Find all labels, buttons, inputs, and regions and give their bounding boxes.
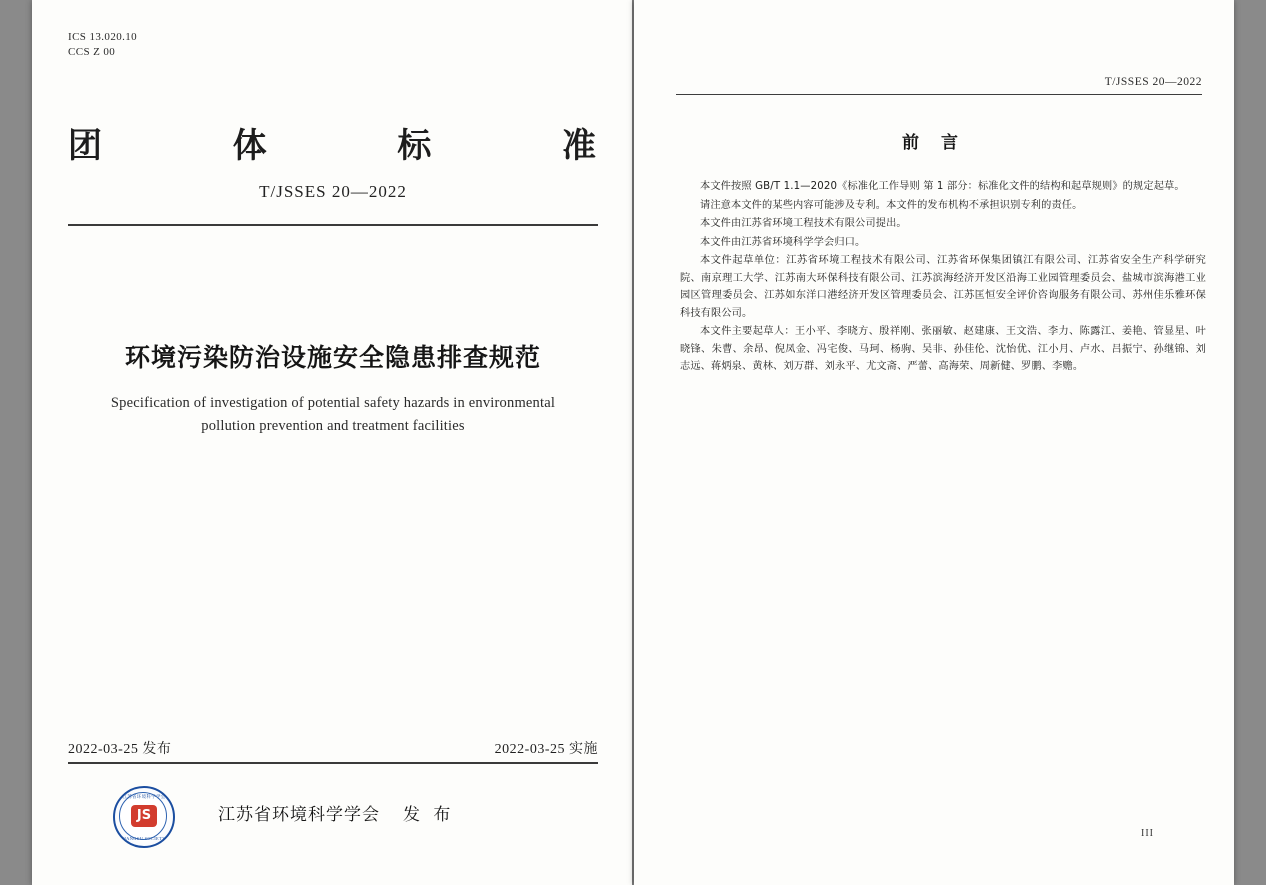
foreword-paragraph: 请注意本文件的某些内容可能涉及专利。本文件的发布机构不承担识别专利的责任。 xyxy=(700,199,1083,211)
cover-english-title-line1: Specification of investigation of potential safety hazards in environmental xyxy=(110,395,556,411)
ics-classification-block xyxy=(68,30,137,60)
cover-issue-verb: 发 布 xyxy=(403,805,455,825)
page-number: III xyxy=(1141,828,1154,839)
foreword-paragraph: 本文件按照 GB/T 1.1—2020《标准化工作导则 第 1 部分：标准化文件的结构和起草规则》的规定起草。 xyxy=(700,181,1185,192)
foreword-page xyxy=(634,0,1234,885)
ccs-code: CCS Z 00 xyxy=(68,45,116,58)
emblem-arc-bottom-text: JIANGSU SOCIETY xyxy=(122,836,166,841)
cover-chinese-title: 环境污染防治设施安全隐患排查规范 xyxy=(124,343,541,372)
cover-title-char-1: 团 xyxy=(68,126,104,166)
cover-implement-date: 2022-03-25 实施 xyxy=(494,742,598,757)
cover-title-char-3: 标 xyxy=(397,126,434,166)
society-emblem-icon xyxy=(113,786,175,848)
cover-title-group xyxy=(68,118,598,167)
cover-issuer-row xyxy=(68,782,598,852)
cover-title-char-2: 体 xyxy=(232,126,269,166)
foreword-paragraph: 本文件由江苏省环境科学学会归口。 xyxy=(700,236,866,248)
cover-issue-date: 2022-03-25 发布 xyxy=(68,742,172,757)
page-header-divider xyxy=(676,94,1202,95)
cover-divider-bottom xyxy=(68,762,598,764)
foreword-paragraph: 本文件由江苏省环境工程技术有限公司提出。 xyxy=(700,218,907,230)
cover-english-title-line2: pollution prevention and treatment facilities xyxy=(201,418,465,435)
cover-issuer-name: 江苏省环境科学学会 xyxy=(218,805,380,825)
cover-page xyxy=(32,0,632,885)
foreword-heading: 前 言 xyxy=(902,133,966,153)
cover-divider-top xyxy=(68,224,598,226)
cover-title-char-4: 准 xyxy=(561,126,598,166)
foreword-paragraph: 本文件起草单位：江苏省环境工程技术有限公司、江苏省环保集团镇江有限公司、江苏省安全生产科学研究院、南京理工大学、江苏南大环保科技有限公司、江苏滨海经济开发区沿海工业园管理委员会、盐城市滨海港工业园区管理委员会、江苏如东洋口港经济开发区管理委员会、江苏匡恒安全评价咨询服务有限公司、苏州佳乐雅环保科技有限公司。 xyxy=(680,255,1206,319)
emblem-arc-top-text: 江苏省环境科学学会 xyxy=(122,794,166,799)
emblem-center-text: JS xyxy=(131,805,157,827)
page-header-standard-code: T/JSSES 20—2022 xyxy=(1104,76,1202,88)
cover-english-title xyxy=(98,392,568,438)
foreword-paragraph: 本文件主要起草人：王小平、李晓方、殷祥刚、张丽敏、赵建康、王文浩、李力、陈露江、姜艳、管显星、叶晓锋、朱曹、余昂、倪凤金、冯宅俊、马珂、杨驹、吴非、孙佳伦、沈怡优、江小月、卢水、吕振宁、孙继锦、刘志远、蒋炳泉、黄林、刘万群、刘永平、尤文斋、严蕾、高海荣、周新健、罗鹏、李赡。 xyxy=(680,326,1206,373)
foreword-body xyxy=(680,178,1206,377)
cover-dates-row xyxy=(68,738,598,758)
ics-code: ICS 13.020.10 xyxy=(68,31,138,43)
cover-standard-code: T/JSSES 20—2022 xyxy=(259,182,407,201)
